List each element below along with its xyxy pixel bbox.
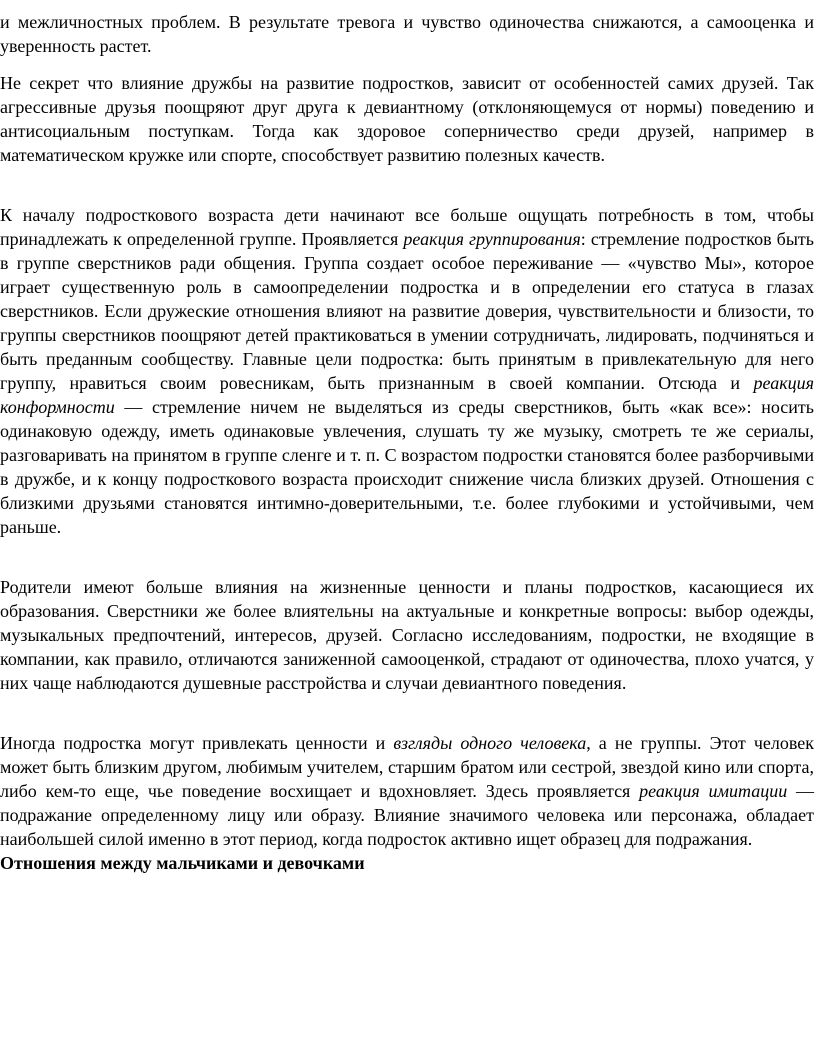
paragraph-3-text-1: К началу подросткового возраста дети начинают все больше ощущать потребность в том, чтобы принадлежать к определенной группе. Проявляется [0, 205, 814, 249]
paragraph-5-text-1: Иногда подростка могут привлекать ценности и [0, 733, 394, 753]
paragraph-2: Не секрет что влияние дружбы на развитие подростков, зависит от особенностей самих друзей. Так агрессивные друзья поощряют друг друга к девиантному (отклоняющемуся от нормы) поведению и антисоциальным поступкам. Тогда как здоровое соперничество среди друзей, например в математическом кружке или спорте, способствует развитию полезных качеств. [0, 73, 814, 165]
section-heading: Отношения между мальчиками и девочками [0, 853, 365, 873]
paragraph-3-text-3: — стремление ничем не выделяться из среды сверстников, быть «как все»: носить одинаковую одежду, иметь одинаковые увлечения, слушать ту же музыку, смотреть те же сериалы, разговаривать на принятом в группе сленге и т. п. С возрастом подростки становятся более разборчивыми в дружбе, и к концу подросткового возраста происходит снижение числа близких друзей. Отношения с близкими друзьями становятся интимно-доверительными, т.е. более глубокими и устойчивыми, чем раньше. [0, 397, 814, 537]
term-grouping-reaction: реакция группирования [403, 229, 581, 249]
paragraph-3-text-2: : стремление подростков быть в группе сверстников ради общения. Группа создает особое переживание — «чувство Мы», которое играет существенную роль в самоопределении подростка и в определении его статуса в глазах сверстников. Если дружеские отношения влияют на развитие доверия, чувствительности и близости, то группы сверстников поощряют детей практиковаться в умении сотрудничать, лидировать, подчиняться и быть преданным сообществу. Главные цели подростка: быть принятым в привлекательную для него группу, нравиться своим ровесникам, быть признанным в своей компании. Отсюда и [0, 229, 814, 393]
paragraph-5 [0, 731, 814, 851]
paragraph-4: Родители имеют больше влияния на жизненные ценности и планы подростков, касающиеся их образования. Сверстники же более влиятельны на актуальные и конкретные вопросы: выбор одежды, музыкальных предпочтений, интересов, друзей. Согласно исследованиям, подростки, не входящие в компании, как правило, отличаются заниженной самооценкой, страдают от одиночества, плохо учатся, у них чаще наблюдаются душевные расстройства и случаи девиантного поведения. [0, 577, 814, 693]
term-one-person-views: взгляды одного человека [393, 733, 587, 753]
paragraph-1: и межличностных проблем. В результате тревога и чувство одиночества снижаются, а самооценка и уверенность растет. [0, 12, 814, 56]
term-imitation-reaction: реакция имитации [639, 781, 788, 801]
paragraph-5-text-3: — подражание определенному лицу или образу. Влияние значимого человека или персонажа, обладает наибольшей силой именно в этот период, когда подросток активно ищет образец для подражания. [0, 781, 815, 849]
paragraph-5-text-2: , а не группы. Этот человек может быть близким другом, любимым учителем, старшим братом или сестрой, звездой кино или спорта, либо кем-то еще, чье поведение восхищает и вдохновляет. Здесь проявляется [0, 733, 814, 801]
term-conformity-reaction: реакция конформности [0, 373, 814, 417]
paragraph-3 [0, 203, 814, 539]
